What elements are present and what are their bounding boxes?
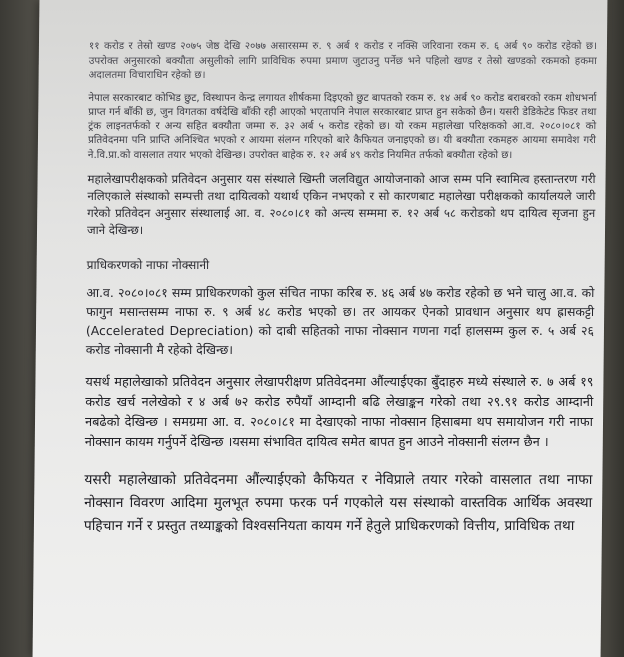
paragraph-accumulated-profit: आ.व. २०८०।०८१ सम्म प्राधिकरणको कुल संचित नाफा करिब रु. ४६ अर्ब ४७ करोड रहेको छ भने चालु आ.व. को फागुन मसान्तसम्म नाफा रु. ९ अर्ब ४८ करोड भएको छ। तर आयकर ऐनको प्रावधान अनुसार थप ह्रासकट्टी (Accelerated Depreciation) को दाबी सहितको नाफा नोक्सान गणना गर्दा हालसम्म कुल रु. ५ अर्ब २६ करोड नोक्सानी मै रहेको देखिन्छ। xyxy=(85,284,595,357)
paragraph-arrears-fines: ११ करोड र तेस्रो खण्ड २०७५ जेष्ठ देखि २०७७ असारसम्म रु. ९ अर्ब १ करोड र नक्सि जरिवाना रकम रु. ६ अर्ब ९० करोड रहेको छ। उपरोक्त अनुसारको बक्यौता असुलीको लागि प्राविधिक रुपमा प्रमाण जुटाउनु पर्नेछ भने पहिलो खण्ड र तेस्रो खण्डको रकमको हकमा अदालतमा विचाराधिन रहेको छ। xyxy=(88,41,598,81)
paragraph-khimti-liability: महालेखापरीक्षकको प्रतिवेदन अनुसार यस संस्थाले खिम्ती जलविद्युत आयोजनाको आज सम्म पनि स्वामित्व हस्तान्तरण गरी नलिएकाले संस्थाको सम्पत्ती तथा दायित्वको यथार्थ एकिन नभएको र सो कारणबाट महालेखा परीक्षकको कार्यालयले जारी गरेको प्रतिवेदन अनुसार संस्थालाई आ. व. २०८०।८१ को अन्त्य सम्ममा रु. १२ अर्ब ५८ करोडको थप दायित्व सृजना हुन जाने देखिन्छ। xyxy=(86,171,596,237)
paragraph-government-receivables: नेपाल सरकारबाट कोभिड छुट, विस्थापन केन्द्र लगायत शीर्षकमा दिइएको छुट बापतको रकम रु. १४ अर्ब ९० करोड बराबरको रकम शोधभर्ना प्राप्त गर्न बाँकी छ, जुन विगतका वर्षदेखि बाँकी रही आएको भएतापनि नेपाल सरकारबाट प्राप्त हुन सकेको छैन। यसरी डेडिकेटेड फिडर तथा ट्रंक लाइनतर्फको र अन्य सहित बक्यौता जम्मा रु. ३२ अर्ब ५ करोड रहेको छ। यो रकम महालेखा परिक्षकको आ.व. २०८०।०८१ को प्रतिवेदनमा पनि प्राप्ति अनिश्चित भएको र आयमा संलग्न गरिएको बारे कैफियत जनाइएको छ। यी बक्यौता रकमहरु आयमा समावेश गरी ने.वि.प्रा.को वासलात तयार भएको देखिन्छ। उपरोक्त बाहेक रु. १२ अर्ब ४९ करोड नियमित तर्फको बक्यौता रहेको छ। xyxy=(87,92,597,161)
document-body xyxy=(84,40,597,538)
section-heading-profit-loss: प्राधिकरणको नाफा नोक्सानी xyxy=(86,257,210,272)
paragraph-audit-adjustments: यसर्थ महालेखाको प्रतिवेदन अनुसार लेखापरीक्षण प्रतिवेदनमा औंल्याईएका बुँदाहरु मध्ये संस्थाले रु. ७ अर्ब १९ करोड खर्च नलेखेको र ४ अर्ब ७२ करोड रुपैयाँ आम्दानी बढि लेखाङ्कन गरेको तथा २९.९१ करोड आम्दानी नबढेको देखिन्छ । समग्रमा आ. व. २०८०।८१ मा देखाएको नाफा नोक्सान हिसाबमा थप समायोजन गरी नाफा नोक्सान कायम गर्नुपर्ने देखिन्छ ।यसमा संभावित दायित्व समेत बापत हुन आउने नोक्सानी संलग्न छैन । xyxy=(84,374,594,450)
paragraph-conclusion: यसरी महालेखाको प्रतिवेदनमा औंल्याईएको कैफियत र नेविप्राले तयार गरेको वासलात तथा नाफा नोक्सान विवरण आदिमा मुलभूत रुपमा फरक पर्न गएकोले यस संस्थाको वास्तविक आर्थिक अवस्था पहिचान गर्ने र प्रस्तुत तथ्याङ्कको विश्वसनियता कायम गर्ने हेतुले प्राधिकरणको वित्तीय, प्राविधिक तथा xyxy=(83,471,593,534)
document-page xyxy=(33,0,608,657)
